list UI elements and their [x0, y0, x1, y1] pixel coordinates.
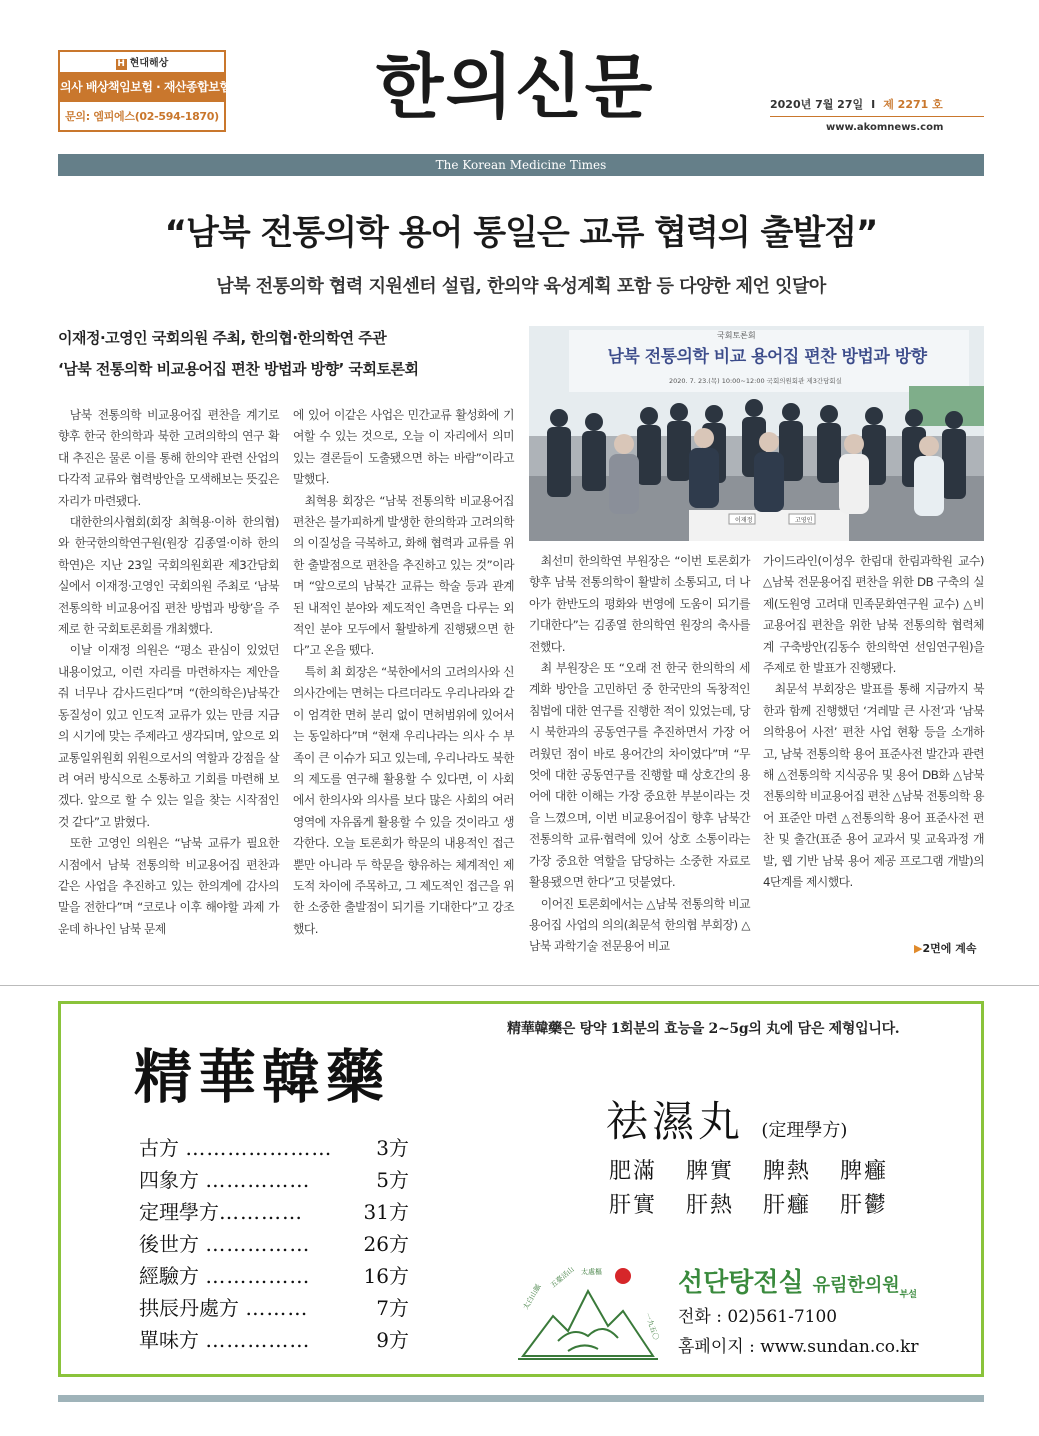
clinic-title: 선단탕전실: [678, 1268, 804, 1298]
clinic-suffix: 부설: [899, 1290, 917, 1301]
article-column-3: [529, 551, 750, 958]
item-name: 後世方: [139, 1232, 199, 1256]
item-name: 經驗方: [139, 1264, 199, 1288]
photo-banner-date: 2020. 7. 23.(목) 10:00~12:00 국회의원회관 제3간담회실: [669, 377, 842, 385]
item-dots: ……………: [205, 1264, 311, 1288]
ad-list-item: [139, 1132, 409, 1161]
insurance-products: 의사 배상책임보험 · 재산종합보험: [60, 72, 224, 102]
item-count: 7方: [376, 1296, 409, 1320]
item-count: 16方: [363, 1264, 409, 1288]
item-name: 古方: [139, 1136, 179, 1160]
ad-list-item: [139, 1260, 409, 1289]
insurer-name: 현대해상: [129, 58, 169, 69]
hyundai-logo-icon: H: [117, 59, 125, 69]
mountain-logo-icon: [513, 1256, 663, 1368]
item-count: 3方: [376, 1136, 409, 1160]
item-dots: ……………: [205, 1328, 311, 1352]
paragraph: 최 부원장은 또 “오래 전 한국 한의학의 세계화 방안을 고민하던 중 한국만의 독창적인 침법에 대한 연구를 진행한 적이 있었는데, 당시 북한과의 공동연구를 추진하면서 가장 어려웠던 점이 바로 용어간의 차이였다”며 “무엇에 대한 공동연구를 진행할 때 상호간의 용어에 대한 이해는 가장 중요한 부분이라는 것을 느꼈으며, 이번 비교용어집이 향후 남북간 전통의학 교류·협력에 있어 상호 소통이라는 가장 중요한 역할을 담당하는 소중한 자료로 활용됐으면 한다”고 덧붙였다.: [529, 661, 750, 890]
logo-text-1: 太白山脈: [521, 1282, 543, 1311]
ad-list-item: [139, 1228, 409, 1257]
section-divider: [0, 985, 1039, 986]
paragraph: 가이드라인(이성우 한림대 한림과학원 교수) △남북 전문용어집 편찬을 위한 DB 구축의 실제(도원영 고려대 민족문화연구원 교수) △비교용어집 편찬을 위한 남북 전통의학 협력체계 구축방안(김동수 한의학연 선임연구원)을 주제로 한 발표가 진행됐다.: [763, 554, 984, 676]
name-card-1: 이재정: [735, 517, 753, 524]
logo-text-2: 五臺活山: [549, 1265, 576, 1290]
article-subheadline: 남북 전통의학 협력 지원센터 설립, 한의약 육성계획 포함 등 다양한 제언 잇달아: [216, 276, 826, 297]
item-dots: ……………: [205, 1168, 311, 1192]
photo-banner-small: 국회토론회: [717, 331, 756, 340]
clinic-parent: 유림한의원: [812, 1275, 900, 1296]
paragraph: 특히 최 회장은 “북한에서의 고려의사와 신의사간에는 면허는 다르더라도 우리나라와 같이 엄격한 면허 분리 없이 면허범위에 있어서는 동일하다”며 “현재 우리나라는 의사 수 부족이 큰 이슈가 되고 있는데, 우리나라도 북한의 제도를 연구해 활용할 수 있다면, 이 사회에서 한의사와 의사를 보다 많은 사회의 여러 영역에 자유롭게 활용할 수 있을 것이라고 생각한다. 오늘 토론회가 학문의 내용적인 접근뿐만 아니라 두 학문을 향유하는 체계적인 제도적 차이에 주목하고, 그 제도적인 접근을 위한 소중한 출발점이 되기를 기대한다”고 강조했다.: [293, 664, 514, 936]
ad-title: 精華韓藥: [134, 1043, 391, 1111]
continued-text: 2면에 계속: [922, 942, 977, 955]
article-column-4: [763, 551, 984, 894]
clinic-homepage[interactable]: 홈페이지 : www.sundan.co.kr: [678, 1337, 919, 1357]
article-headline: “남북 전통의학 용어 통일은 교류 협력의 출발점”: [164, 213, 878, 253]
website-link[interactable]: www.akomnews.com: [826, 122, 944, 133]
item-dots: …………: [219, 1200, 303, 1224]
paragraph: 대한한의사협회(회장 최혁용·이하 한의협)와 한국한의학연구원(원장 김종열·이하 한의학연)은 지난 23일 국회의원회관 제3간담회실에서 이재정·고영인 국회의원 주최로 ‘남북 전통의학 비교용어집 편찬 방법과 방향’을 주제로 한 국회토론회를 개최했다.: [58, 515, 279, 637]
insurance-contact: 문의: 엠피에스(02-594-1870): [65, 110, 219, 123]
item-count: 9方: [376, 1328, 409, 1352]
article-kicker-hosts: 이재정·고영인 국회의원 주최, 한의협·한의학연 주관: [58, 329, 387, 347]
paragraph: 또한 고영인 의원은 “남북 교류가 필요한 시점에서 남북 전통의학 비교용어집 편찬과 같은 사업을 추진하고 있는 한의계에 감사의 말을 전한다”며 “코로나 이후 해야할 과제 가운데 하나인 남북 문제: [58, 836, 279, 936]
clinic-name: [678, 1262, 917, 1300]
paragraph: 최선미 한의학연 부원장은 “이번 토론회가 향후 남북 전통의학이 활발히 소통되고, 더 나아가 한반도의 평화와 번영에 도움이 되기를 기대한다”는 김종열 한의학연 원장의 축사를 전했다.: [529, 554, 750, 654]
paragraph: 최혁용 회장은 “남북 전통의학 비교용어집 편찬은 불가피하게 발생한 한의학과 고려의학의 이질성을 극복하고, 화해 협력과 교류를 위한 출발점으로 편찬을 추진하고 있는 것”이라며 “앞으로의 남북간 교류는 학술 등과 관계된 내적인 분야와 제도적인 측면을 다루는 외적인 분야 모두에서 활발하게 진행됐으면 한다”고 온을 뗐다.: [293, 493, 514, 658]
ad-list-item: [139, 1196, 409, 1225]
english-title: The Korean Medicine Times: [435, 158, 607, 172]
logo-text-3: 太處樞: [581, 1268, 602, 1276]
arrow-right-icon: ▶: [914, 942, 923, 955]
english-title-band: [58, 154, 984, 176]
item-count: 31方: [363, 1200, 409, 1224]
clinic-phone[interactable]: 전화 : 02)561-7100: [678, 1307, 838, 1327]
issue-date: 2020년 7월 27일: [770, 98, 864, 111]
continued-link[interactable]: [914, 940, 976, 956]
item-name: 定理學方: [139, 1200, 219, 1224]
article-column-2: [293, 405, 514, 940]
herbal-medicine-ad[interactable]: [58, 1001, 984, 1377]
logo-text-4: 一九五〇: [643, 1311, 661, 1341]
ad-list-item: [139, 1324, 409, 1353]
item-dots: ……………: [205, 1232, 311, 1256]
item-name: 單味方: [139, 1328, 199, 1352]
article-kicker-event: ‘남북 전통의학 비교용어집 편찬 방법과 방향’ 국회토론회: [58, 360, 419, 378]
item-dots: …………………: [185, 1136, 333, 1160]
item-count: 26方: [363, 1232, 409, 1256]
issue-underline: [770, 116, 984, 117]
item-name: 拱辰丹處方: [139, 1296, 239, 1320]
name-card-2: 고영인: [795, 517, 813, 524]
item-name: 四象方: [139, 1168, 199, 1192]
insurance-ad[interactable]: [58, 50, 231, 132]
issue-number: 제 2271 호: [883, 98, 943, 111]
ad-tagline: 精華韓藥은 탕약 1회분의 효능을 2~5g의 丸에 담은 제형입니다.: [507, 1021, 900, 1037]
paragraph: 에 있어 이같은 사업은 민간교류 활성화에 기여할 수 있는 것으로, 오늘 이 자리에서 의미있는 결론들이 도출됐으면 하는 바람”이라고 말했다.: [293, 408, 514, 487]
paragraph: 이어진 토론회에서는 △남북 전통의학 비교용어집 사업의 의의(최문석 한의협 부회장) △남북 과학기술 전문용어 비교: [529, 896, 750, 954]
indications-row-2: 肝實 肝熱 肝癰 肝鬱: [609, 1193, 888, 1218]
issue-info: [770, 96, 1000, 112]
photo-banner-title: 남북 전통의학 비교 용어집 편찬 방법과 방향: [607, 347, 927, 367]
indications-row-1: 肥滿 脾實 脾熱 脾癰: [609, 1159, 888, 1184]
product-note: (定理學方): [761, 1120, 848, 1141]
footer-band: [58, 1395, 984, 1402]
newspaper-title: 한의신문: [375, 46, 655, 128]
paragraph: 남북 전통의학 비교용어집 편찬을 계기로 향후 한국 한의학과 북한 고려의학의 연구 확대 추진은 물론 이를 통해 한의약 관련 산업의 다각적 교류와 협력방안을 모색해보는 뜻깊은 자리가 마련됐다.: [58, 408, 279, 508]
issue-separator: I: [871, 98, 876, 111]
article-column-1: [58, 405, 279, 940]
item-dots: ………: [245, 1296, 309, 1320]
insurer-brand: [60, 54, 224, 70]
event-photo: [529, 326, 984, 541]
item-count: 5方: [376, 1168, 409, 1192]
ad-list-item: [139, 1164, 409, 1193]
product-name: [606, 1089, 847, 1149]
ad-list-item: [139, 1292, 409, 1321]
product-title: 祛濕丸: [606, 1097, 745, 1146]
paragraph: 최문석 부회장은 발표를 통해 지금까지 북한과 함께 진행했던 ‘겨레말 큰 사전’과 ‘남북 의학용어 사전’ 편찬 사업 현황 등을 소개하고, 남북 전통의학 용어 표준사전 발간과 관련해 △전통의학 지식공유 및 용어 DB화 △남북 전통의학 비교용어집 편찬 △남북 전통의학 용어 표준안 마련 △전통의학 용어 표준사전 편찬 및 출간(표준 용어 교과서 및 교육과정 개발, 웹 기반 남북 용어 제공 프로그램 개발)의 4단계를 제시했다.: [763, 682, 984, 890]
paragraph: 이날 이재정 의원은 “평소 관심이 있었던 내용이었고, 이런 자리를 마련하자는 제안을 줘 너무나 감사드린다”며 “(한의학은)남북간 동질성이 있고 인도적 교류가 있는 만큼 지금의 시기에 맞는 주제라고 생각되며, 앞으로 외교통일위원회 위원으로서의 역할과 강점을 살려 여러 방식으로 소통하고 기회를 마련해 보겠다. 앞으로 할 수 있는 일을 찾는 시작점인 것 같다”고 밝혔다.: [58, 643, 279, 829]
